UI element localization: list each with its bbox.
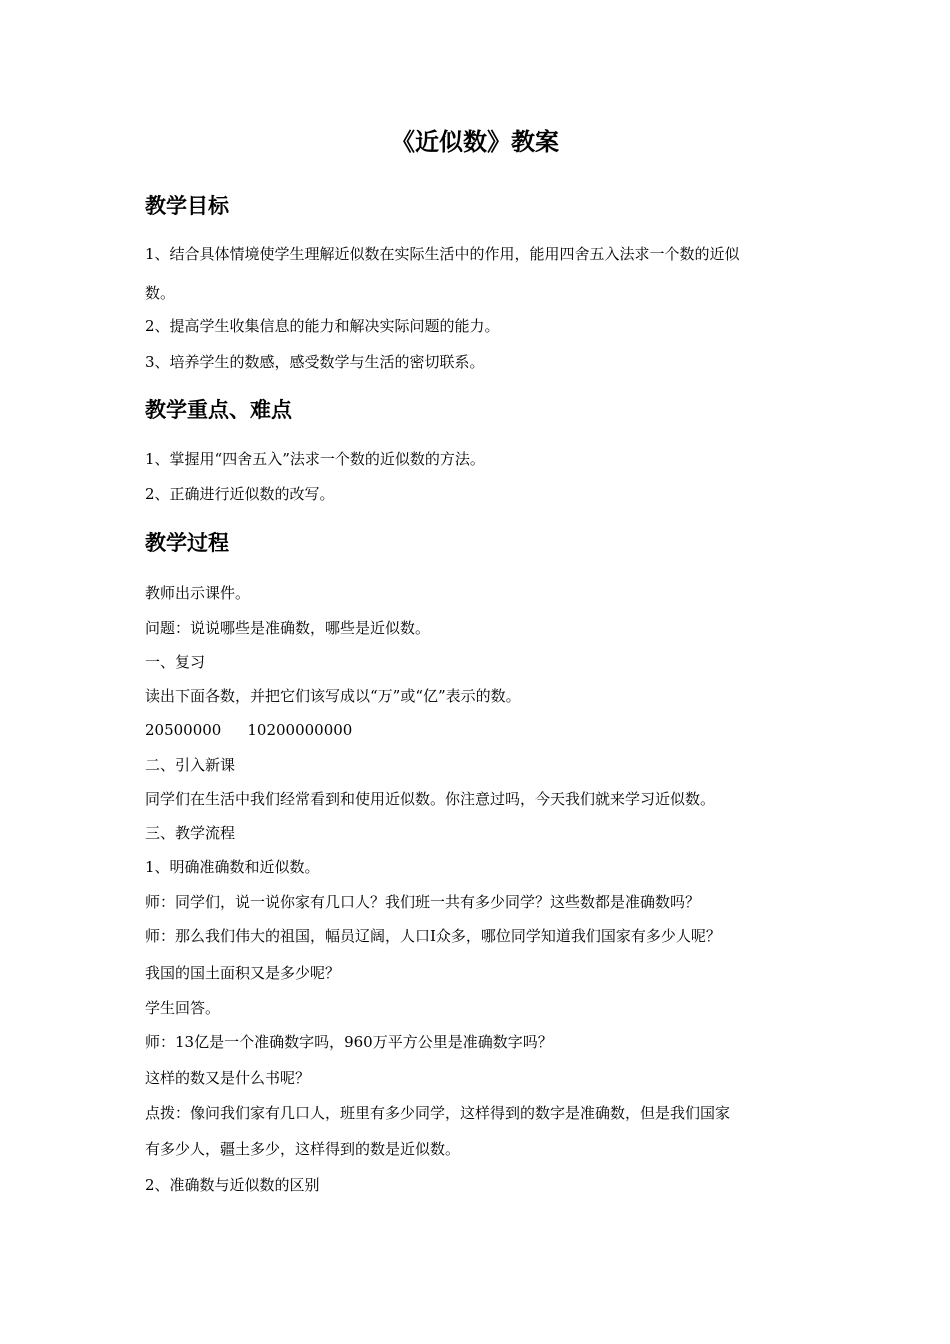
review-number-2: 10200000000 <box>247 721 353 739</box>
process-line: 这样的数又是什么书呢？ <box>145 1069 311 1087</box>
review-numbers <box>145 719 815 741</box>
process-subheading-review: 一、复习 <box>145 653 206 671</box>
process-line: 问题：说说哪些是准确数，哪些是近似数。 <box>145 619 431 637</box>
process-line: 1、明确准确数和近似数。 <box>145 858 320 876</box>
document-title: 《近似数》教案 <box>391 127 559 156</box>
objective-line-3: 3、培养学生的数感，感受数学与生活的密切联系。 <box>145 353 485 371</box>
process-subheading-intro: 二、引入新课 <box>145 756 236 774</box>
section-heading-process: 教学过程 <box>145 530 229 555</box>
process-line: 师：同学们，说一说你家有几口人？我们班一共有多少同学？这些数都是准确数吗？ <box>145 893 701 911</box>
objective-line-1-cont: 数。 <box>145 284 176 302</box>
review-number-1: 20500000 <box>145 721 222 739</box>
keypoint-line-1: 1、掌握用“四舍五入”法求一个数的近似数的方法。 <box>145 450 485 468</box>
process-line: 读出下面各数，并把它们该写成以“万”或“亿”表示的数。 <box>145 687 521 705</box>
process-line: 师：13亿是一个准确数字吗，960万平方公里是准确数字吗？ <box>145 1033 553 1051</box>
process-line: 学生回答。 <box>145 999 221 1017</box>
keypoint-line-2: 2、正确进行近似数的改写。 <box>145 485 335 503</box>
section-heading-objectives: 教学目标 <box>145 193 229 218</box>
process-line: 2、准确数与近似数的区别 <box>145 1176 320 1194</box>
process-line: 点拨：像问我们家有几口人，班里有多少同学，这样得到的数字是准确数，但是我们国家 <box>145 1104 731 1122</box>
process-line: 师：那么我们伟大的祖国，幅员辽阔，人口I众多，哪位同学知道我们国家有多少人呢？ <box>145 927 721 945</box>
process-line: 教师出示课件。 <box>145 584 251 602</box>
process-line: 有多少人，疆土多少，这样得到的数是近似数。 <box>145 1140 461 1158</box>
process-line: 同学们在生活中我们经常看到和使用近似数。你注意过吗，今天我们就来学习近似数。 <box>145 790 716 808</box>
section-heading-keypoints: 教学重点、难点 <box>145 397 292 422</box>
process-line: 我国的国土面积又是多少呢？ <box>145 964 341 982</box>
process-subheading-flow: 三、教学流程 <box>145 824 236 842</box>
objective-line-2: 2、提高学生收集信息的能力和解决实际问题的能力。 <box>145 317 500 335</box>
objective-line-1: 1、结合具体情境使学生理解近似数在实际生活中的作用，能用四舍五入法求一个数的近似 <box>145 245 740 263</box>
